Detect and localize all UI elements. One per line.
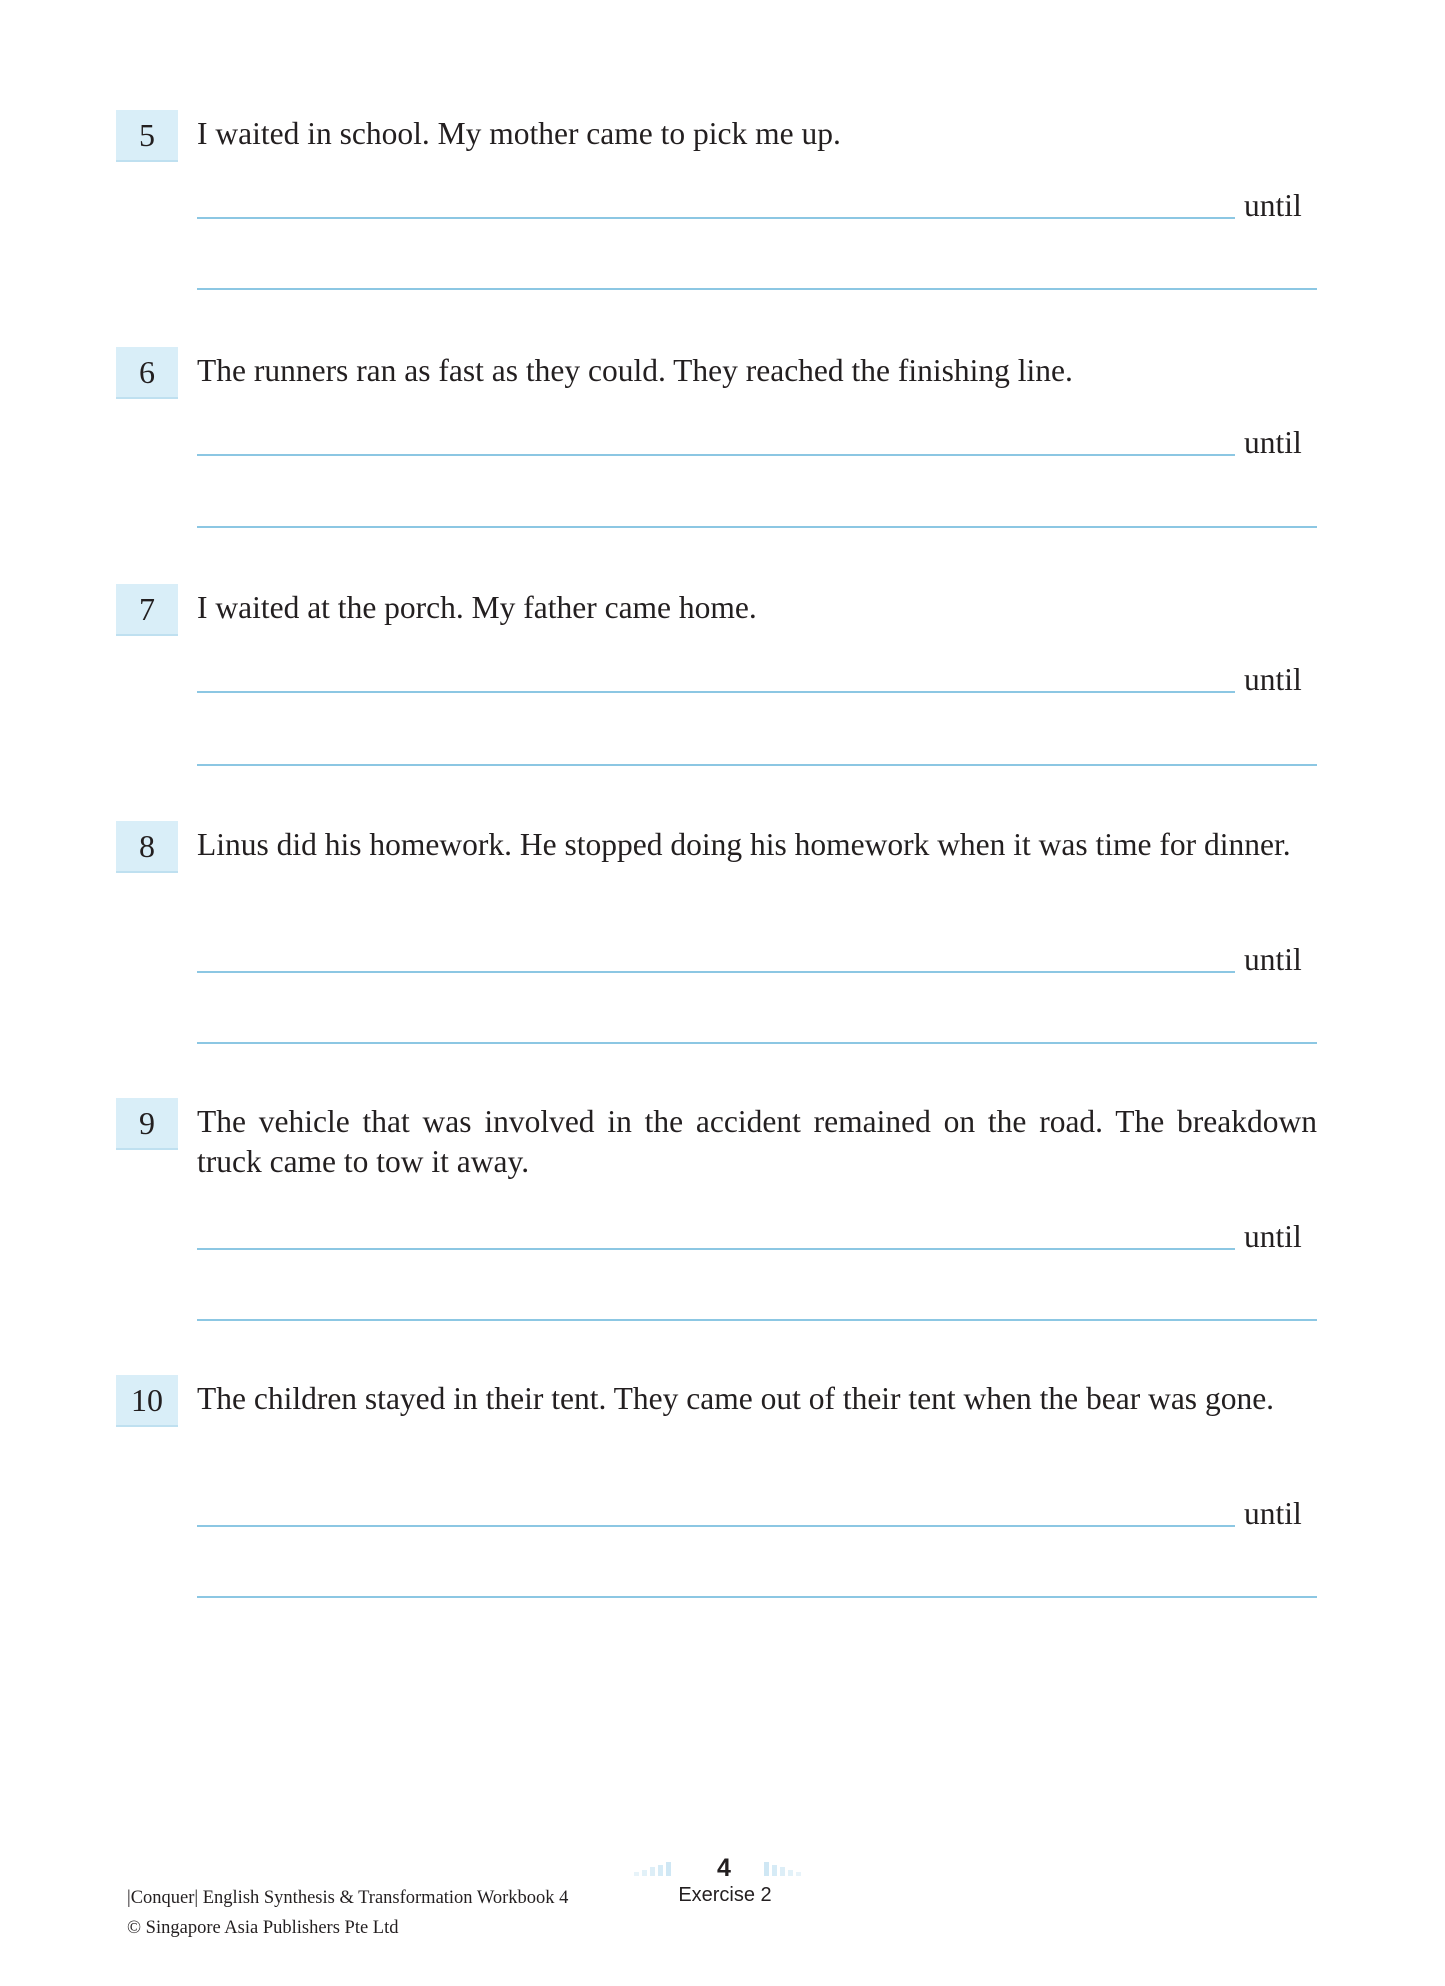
answer-line-1[interactable] (197, 217, 1235, 219)
keyword-until: until (1244, 425, 1302, 460)
keyword-until: until (1244, 1496, 1302, 1531)
question-text: I waited in school. My mother came to pick me up. (197, 116, 841, 151)
exercise-label: Exercise 2 (678, 1884, 772, 1906)
page-decoration-right (764, 1862, 814, 1876)
question-text: The runners ran as fast as they could. They reached the finishing line. (197, 353, 1073, 388)
keyword-until: until (1244, 942, 1302, 977)
question-text: The children stayed in their tent. They came out of their tent when the bear was gone. (197, 1381, 1275, 1416)
question-number: 9 (116, 1098, 178, 1150)
keyword-until: until (1244, 662, 1302, 697)
copyright: © Singapore Asia Publishers Pte Ltd (127, 1918, 399, 1938)
answer-line-1[interactable] (197, 454, 1235, 456)
keyword-until: until (1244, 188, 1302, 223)
keyword-until: until (1244, 1219, 1302, 1254)
question-number: 7 (116, 584, 178, 636)
book-title: |Conquer| English Synthesis & Transformation Workbook 4 (127, 1888, 569, 1908)
answer-line-2[interactable] (197, 1319, 1317, 1321)
question-number: 10 (116, 1375, 178, 1427)
question-number: 5 (116, 110, 178, 162)
answer-line-2[interactable] (197, 1596, 1317, 1598)
answer-line-1[interactable] (197, 971, 1235, 973)
answer-line-2[interactable] (197, 1042, 1317, 1044)
question-number: 6 (116, 347, 178, 399)
answer-line-2[interactable] (197, 526, 1317, 528)
answer-line-1[interactable] (197, 1248, 1235, 1250)
question-text: Linus did his homework. He stopped doing his homework when it was time for dinner. (197, 827, 1291, 862)
question-number: 8 (116, 821, 178, 873)
page-number: 4 (717, 1854, 731, 1882)
answer-line-2[interactable] (197, 288, 1317, 290)
question-text: The vehicle that was involved in the accident remained on the road. The breakdown truck came to tow it away. (197, 1104, 1317, 1179)
page-decoration-left (634, 1862, 684, 1876)
answer-line-1[interactable] (197, 691, 1235, 693)
answer-line-2[interactable] (197, 764, 1317, 766)
answer-line-1[interactable] (197, 1525, 1235, 1527)
question-text: I waited at the porch. My father came home. (197, 590, 757, 625)
